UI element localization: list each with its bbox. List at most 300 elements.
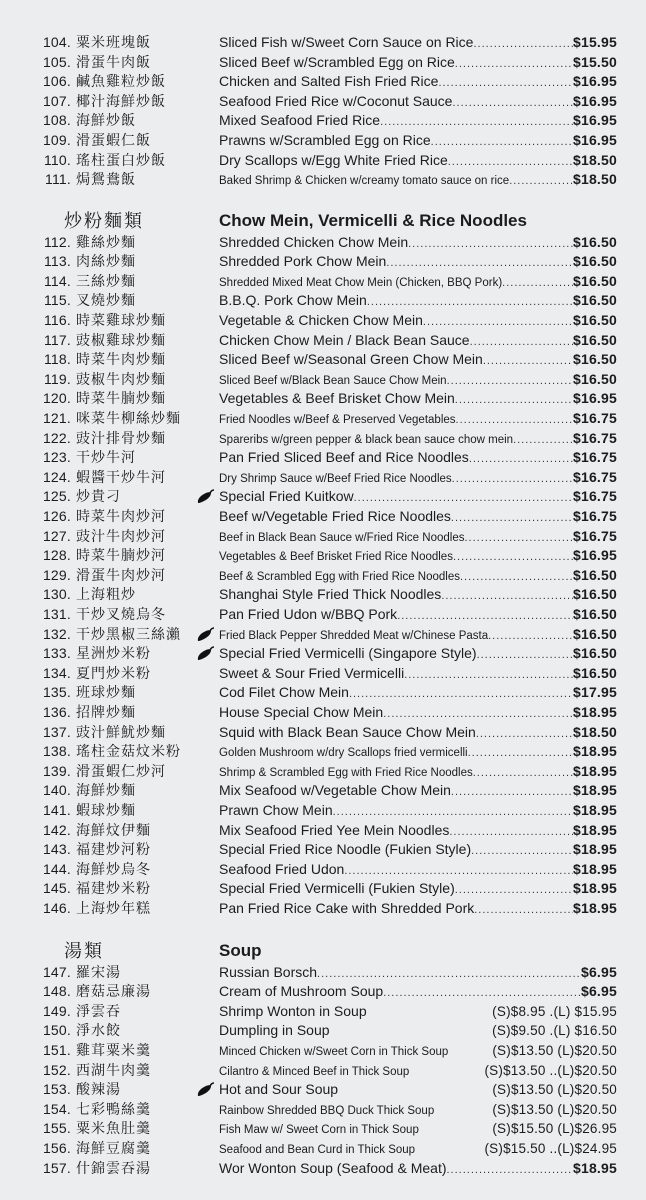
item-name-english: Mixed Seafood Fried Rice xyxy=(219,112,381,129)
item-number: 145. xyxy=(42,880,71,897)
item-entry xyxy=(219,409,617,429)
dot-leader xyxy=(456,411,573,431)
item-name-english: Wor Wonton Soup (Seafood & Meat) xyxy=(219,1159,447,1176)
item-name-english: Vegetable & Chicken Chow Mein xyxy=(219,311,423,328)
item-price: $16.50 xyxy=(572,233,617,250)
item-name-chinese: 豉汁牛肉炒河 xyxy=(76,527,166,544)
item-price: $17.95 xyxy=(572,684,617,701)
item-name-chinese: 椰汁海鮮炒飯 xyxy=(76,92,166,109)
item-number: 126. xyxy=(42,507,71,524)
item-number: 156. xyxy=(42,1139,71,1156)
item-price: $6.95 xyxy=(580,963,617,980)
menu-item xyxy=(0,331,646,351)
dot-leader xyxy=(469,450,573,470)
chili-pepper-icon xyxy=(195,489,215,504)
item-number: 117. xyxy=(43,331,71,348)
menu-item xyxy=(0,487,646,507)
menu-item xyxy=(0,272,646,292)
item-price: (S)$15.50 (L)$26.95 xyxy=(492,1121,617,1137)
item-price: $18.95 xyxy=(572,743,617,760)
item-entry xyxy=(219,625,617,645)
item-name-english: Special Fried Kuitkow xyxy=(219,488,354,505)
item-name-english: Vegetables & Beef Brisket Chow Mein xyxy=(219,390,455,407)
item-price: $18.95 xyxy=(572,899,617,916)
item-entry xyxy=(219,53,617,73)
item-name-english: Fish Maw w/ Sweet Corn in Thick Soup xyxy=(219,1124,419,1137)
item-number: 114. xyxy=(43,272,71,289)
item-price: $16.95 xyxy=(572,547,617,564)
menu-item xyxy=(0,801,646,821)
item-number: 129. xyxy=(42,566,71,583)
item-entry xyxy=(219,429,617,449)
item-price: $18.95 xyxy=(572,782,617,799)
item-name-english: Beef in Black Bean Sauce w/Fried Rice Noodles xyxy=(219,531,465,544)
menu-item xyxy=(0,131,646,151)
item-entry xyxy=(219,1041,617,1061)
item-name-english: Chicken Chow Mein / Black Bean Sauce xyxy=(219,331,470,348)
item-name-chinese: 上海炒年糕 xyxy=(76,899,151,916)
item-name-chinese: 海鮮炆伊麵 xyxy=(76,821,151,838)
item-price: $16.75 xyxy=(572,527,617,544)
item-name-english: Vegetables & Beef Brisket Fried Rice Noodles xyxy=(219,551,453,564)
item-number: 107. xyxy=(42,92,71,109)
menu-item xyxy=(0,233,646,253)
item-number: 125. xyxy=(42,488,71,505)
item-name-chinese: 西湖牛肉羹 xyxy=(76,1061,151,1078)
item-name-english: Dumpling in Soup xyxy=(219,1022,330,1039)
item-name-english: Pan Fried Sliced Beef and Rice Noodles xyxy=(219,449,469,466)
item-name-english: Fried Noodles w/Beef & Preserved Vegetables xyxy=(219,413,456,426)
item-name-chinese: 滑蛋牛肉飯 xyxy=(76,53,151,70)
item-name-chinese: 豉汁鮮魷炒麵 xyxy=(76,723,166,740)
item-number: 124. xyxy=(42,468,71,485)
item-number: 138. xyxy=(42,743,71,760)
dot-leader xyxy=(470,333,573,353)
item-name-english: Seafood Fried Rice w/Coconut Sauce xyxy=(219,92,453,109)
item-entry xyxy=(219,644,617,664)
item-number: 133. xyxy=(42,645,71,662)
item-number: 115. xyxy=(43,292,71,309)
dot-leader xyxy=(408,235,573,255)
menu-item xyxy=(0,963,646,983)
menu-item xyxy=(0,879,646,899)
item-name-chinese: 粟米班塊飯 xyxy=(76,34,151,50)
item-number: 149. xyxy=(42,1002,71,1019)
dot-leader xyxy=(333,803,573,823)
item-name-chinese: 豉椒雞球炒麵 xyxy=(76,331,166,348)
dot-leader xyxy=(447,372,573,392)
section-title-english: Chow Mein, Vermicelli & Rice Noodles xyxy=(219,211,527,230)
item-name-english: Pan Fried Udon w/BBQ Pork xyxy=(219,605,398,622)
item-price: (S)$15.50 ..(L)$24.95 xyxy=(484,1140,617,1156)
chili-pepper-icon xyxy=(195,1082,215,1097)
item-entry xyxy=(219,291,617,311)
dot-leader xyxy=(349,685,573,705)
item-name-chinese: 肉絲炒麵 xyxy=(76,253,136,270)
dot-leader xyxy=(455,55,573,75)
item-name-english: Hot and Sour Soup xyxy=(219,1081,339,1098)
item-entry xyxy=(219,131,617,151)
menu-item xyxy=(0,527,646,547)
item-entry xyxy=(219,370,617,390)
item-entry xyxy=(219,703,617,723)
dot-leader xyxy=(455,391,573,411)
item-entry xyxy=(219,350,617,370)
item-name-chinese: 七彩鴨絲羹 xyxy=(76,1100,151,1117)
section-title-chinese: 湯類 xyxy=(64,941,104,961)
menu-item xyxy=(0,1021,646,1041)
dot-leader xyxy=(354,489,573,509)
item-name-english: Cream of Mushroom Soup xyxy=(219,983,384,1000)
menu-item xyxy=(0,546,646,566)
item-name-chinese: 淨水餃 xyxy=(76,1022,121,1039)
item-name-english: Dry Scallops w/Egg White Fried Rice xyxy=(219,151,448,168)
item-name-english: Shanghai Style Fried Thick Noodles xyxy=(219,586,442,603)
menu-item xyxy=(0,821,646,841)
item-number: 121. xyxy=(42,409,71,426)
item-entry xyxy=(219,507,617,527)
item-name-chinese: 招牌炒麵 xyxy=(76,703,136,720)
item-name-chinese: 瑤柱金菇炆米粉 xyxy=(76,743,181,760)
item-price: $15.50 xyxy=(572,53,617,70)
item-number: 144. xyxy=(42,860,71,877)
dot-leader xyxy=(383,705,573,725)
item-number: 153. xyxy=(42,1081,71,1098)
item-name-chinese: 叉燒炒麵 xyxy=(76,292,136,309)
item-entry xyxy=(219,111,617,131)
item-price: $18.95 xyxy=(572,801,617,818)
item-price: $16.75 xyxy=(572,449,617,466)
menu-item xyxy=(0,1159,646,1179)
item-name-chinese: 干炒叉燒烏冬 xyxy=(76,605,166,622)
item-number: 111. xyxy=(45,171,71,188)
menu-item xyxy=(0,781,646,801)
item-name-english: Special Fried Rice Noodle (Fukien Style) xyxy=(219,841,472,858)
dot-leader xyxy=(460,568,573,588)
item-price: $6.95 xyxy=(580,983,617,1000)
item-name-english: Squid with Black Bean Sauce Chow Mein xyxy=(219,723,476,740)
menu-item xyxy=(0,566,646,586)
item-name-chinese: 上海粗炒 xyxy=(76,586,136,603)
item-price: $16.75 xyxy=(572,488,617,505)
item-number: 105. xyxy=(42,53,71,70)
item-price: $16.75 xyxy=(572,429,617,446)
item-number: 143. xyxy=(42,841,71,858)
item-number: 141. xyxy=(42,801,71,818)
item-name-chinese: 干炒牛河 xyxy=(76,449,136,466)
item-name-english: House Special Chow Mein xyxy=(219,703,384,720)
item-price: $16.50 xyxy=(572,566,617,583)
item-price: $16.50 xyxy=(572,272,617,289)
menu-item xyxy=(0,1139,646,1159)
menu-item xyxy=(0,429,646,449)
item-entry xyxy=(219,1159,617,1179)
item-price: (S)$13.50 ..(L)$20.50 xyxy=(484,1062,617,1078)
item-number: 110. xyxy=(43,151,71,168)
item-name-english: Cilantro & Minced Beef in Thick Soup xyxy=(219,1065,410,1078)
item-entry xyxy=(219,664,617,684)
item-price: $16.50 xyxy=(572,664,617,681)
item-name-english: Golden Mushroom w/dry Scallops fried vermicelli xyxy=(219,747,468,760)
menu-item xyxy=(0,170,646,190)
item-name-chinese: 海鮮豆腐羹 xyxy=(76,1139,151,1156)
item-name-chinese: 雞絲炒麵 xyxy=(76,233,136,250)
item-entry xyxy=(219,272,617,292)
item-name-english: Seafood Fried Udon xyxy=(219,860,345,877)
item-price: $16.50 xyxy=(572,311,617,328)
item-price: (S)$8.95 .(L) $15.95 xyxy=(492,1003,617,1019)
menu-item xyxy=(0,899,646,919)
dot-leader xyxy=(455,881,573,901)
menu-item xyxy=(0,1080,646,1100)
dot-leader xyxy=(468,744,573,764)
item-price: $18.95 xyxy=(572,860,617,877)
dot-leader xyxy=(453,548,573,568)
item-name-chinese: 什錦雲吞湯 xyxy=(76,1159,151,1176)
item-entry xyxy=(219,742,617,762)
item-entry xyxy=(219,233,617,253)
item-price: $16.50 xyxy=(572,586,617,603)
item-number: 132. xyxy=(42,625,71,642)
item-name-english: Mix Seafood w/Vegetable Chow Mein xyxy=(219,782,451,799)
item-number: 146. xyxy=(42,899,71,916)
item-number: 104. xyxy=(42,34,71,50)
item-price: $16.50 xyxy=(572,351,617,368)
item-name-english: Dry Shrimp Sauce w/Beef Fried Rice Noodles xyxy=(219,472,452,485)
item-price: (S)$9.50 .(L) $16.50 xyxy=(492,1023,617,1039)
item-entry xyxy=(219,566,617,586)
item-entry xyxy=(219,1002,617,1022)
menu-item xyxy=(0,723,646,743)
item-name-chinese: 夏門炒米粉 xyxy=(76,664,151,681)
item-number: 106. xyxy=(42,73,71,90)
item-entry xyxy=(219,92,617,112)
item-number: 136. xyxy=(42,703,71,720)
item-price: $15.95 xyxy=(572,34,617,50)
menu-item xyxy=(0,625,646,645)
menu-item xyxy=(0,468,646,488)
section-title-chinese: 炒粉麵類 xyxy=(64,211,144,231)
item-name-english: Beef w/Vegetable Fried Rice Noodles xyxy=(219,507,451,524)
item-price: $16.95 xyxy=(572,112,617,129)
dot-leader xyxy=(344,862,573,882)
dot-leader xyxy=(451,509,573,529)
item-price: $16.75 xyxy=(572,468,617,485)
item-number: 119. xyxy=(43,370,71,387)
item-price: $18.50 xyxy=(572,171,617,188)
item-name-chinese: 滑蛋蝦仁飯 xyxy=(76,132,151,148)
item-entry xyxy=(219,860,617,880)
item-name-english: Prawn Chow Mein xyxy=(219,801,333,818)
menu-item xyxy=(0,1061,646,1081)
item-price: $16.50 xyxy=(572,292,617,309)
item-entry xyxy=(219,605,617,625)
item-entry xyxy=(219,723,617,743)
item-number: 155. xyxy=(42,1120,71,1137)
item-price: $18.95 xyxy=(572,880,617,897)
item-name-english: Fried Black Pepper Shredded Meat w/Chinese Pasta xyxy=(219,629,489,642)
item-price: $16.95 xyxy=(572,92,617,109)
item-number: 127. xyxy=(42,527,71,544)
item-entry xyxy=(219,448,617,468)
item-number: 118. xyxy=(43,351,71,368)
item-name-chinese: 粟米魚肚羹 xyxy=(76,1120,151,1137)
item-name-chinese: 雞茸粟米羹 xyxy=(76,1041,151,1058)
item-entry xyxy=(219,33,617,53)
item-price: $16.50 xyxy=(572,253,617,270)
item-name-chinese: 炒貴刁 xyxy=(76,488,121,505)
item-price: $16.95 xyxy=(572,73,617,90)
item-number: 109. xyxy=(42,132,71,148)
dot-leader xyxy=(471,842,573,862)
item-price: $18.50 xyxy=(572,723,617,740)
dot-leader xyxy=(473,764,573,784)
item-name-chinese: 蝦球炒麵 xyxy=(76,801,136,818)
item-number: 116. xyxy=(43,311,71,328)
item-entry xyxy=(219,468,617,488)
item-number: 122. xyxy=(42,429,71,446)
menu-item xyxy=(0,840,646,860)
item-name-chinese: 滑蛋牛肉炒河 xyxy=(76,566,166,583)
menu-item xyxy=(0,683,646,703)
menu-item xyxy=(0,448,646,468)
dot-leader xyxy=(404,666,573,686)
menu-item xyxy=(0,585,646,605)
item-price: (S)$13.50 (L)$20.50 xyxy=(492,1082,617,1098)
dot-leader xyxy=(441,587,573,607)
menu-item xyxy=(0,389,646,409)
item-name-english: Minced Chicken w/Sweet Corn in Thick Soup xyxy=(219,1045,449,1058)
item-number: 142. xyxy=(42,821,71,838)
item-name-english: Cod Filet Chow Mein xyxy=(219,684,349,701)
item-entry xyxy=(219,801,617,821)
item-price: (S)$13.50 (L)$20.50 xyxy=(492,1042,617,1058)
item-price: $18.95 xyxy=(572,703,617,720)
chili-pepper-icon xyxy=(195,627,215,642)
menu-item xyxy=(0,409,646,429)
item-entry xyxy=(219,252,617,272)
item-name-chinese: 福建炒河粉 xyxy=(76,841,151,858)
item-entry xyxy=(219,170,617,190)
menu-item xyxy=(0,1041,646,1061)
item-name-chinese: 福建炒米粉 xyxy=(76,880,151,897)
item-number: 112. xyxy=(43,233,71,250)
menu-item xyxy=(0,1002,646,1022)
menu-item xyxy=(0,350,646,370)
item-number: 152. xyxy=(42,1061,71,1078)
item-name-chinese: 酸辣湯 xyxy=(76,1081,121,1098)
item-entry xyxy=(219,151,617,171)
menu-item xyxy=(0,1119,646,1139)
item-price: $18.95 xyxy=(572,1159,617,1176)
dot-leader xyxy=(448,153,573,173)
menu-item xyxy=(0,762,646,782)
item-price: $18.95 xyxy=(572,841,617,858)
item-price: $16.50 xyxy=(572,625,617,642)
item-name-english: Shrimp Wonton in Soup xyxy=(219,1002,367,1019)
item-name-chinese: 星洲炒米粉 xyxy=(76,645,151,662)
item-name-english: Rainbow Shredded BBQ Duck Thick Soup xyxy=(219,1104,435,1117)
item-name-english: B.B.Q. Pork Chow Mein xyxy=(219,292,367,309)
item-name-chinese: 時菜牛肉炒麵 xyxy=(76,351,166,368)
dot-leader xyxy=(509,172,573,192)
item-name-english: Sweet & Sour Fried Vermicelli xyxy=(219,664,405,681)
item-name-english: Shrimp & Scrambled Egg with Fried Rice Noodles xyxy=(219,766,473,779)
item-name-english: Pan Fried Rice Cake with Shredded Pork xyxy=(219,899,475,916)
item-number: 151. xyxy=(42,1041,71,1058)
dot-leader xyxy=(447,1161,573,1181)
dot-leader xyxy=(438,74,573,94)
item-name-english: Beef & Scrambled Egg with Fried Rice Noodles xyxy=(219,570,460,583)
item-name-english: Shredded Chicken Chow Mein xyxy=(219,233,409,250)
item-name-english: Special Fried Vermicelli (Fukien Style) xyxy=(219,880,455,897)
item-number: 140. xyxy=(42,782,71,799)
item-entry xyxy=(219,546,617,566)
item-name-chinese: 豉汁排骨炒麵 xyxy=(76,429,166,446)
item-entry xyxy=(219,487,617,507)
item-price: $18.95 xyxy=(572,762,617,779)
menu-item xyxy=(0,860,646,880)
item-price: $16.95 xyxy=(572,390,617,407)
item-name-chinese: 時菜牛腩炒河 xyxy=(76,547,166,564)
item-name-english: Sliced Beef w/Scrambled Egg on Rice xyxy=(219,53,455,70)
item-number: 137. xyxy=(42,723,71,740)
item-name-chinese: 三絲炒麵 xyxy=(76,272,136,289)
item-number: 135. xyxy=(42,684,71,701)
dot-leader xyxy=(464,529,573,549)
item-entry xyxy=(219,1119,617,1139)
item-entry xyxy=(219,982,617,1002)
item-entry xyxy=(219,72,617,92)
item-number: 120. xyxy=(42,390,71,407)
item-price: $18.95 xyxy=(572,821,617,838)
item-name-english: Special Fried Vermicelli (Singapore Style) xyxy=(219,645,477,662)
item-name-english: Chicken and Salted Fish Fried Rice xyxy=(219,73,439,90)
dot-leader xyxy=(386,254,573,274)
dot-leader xyxy=(476,725,573,745)
item-name-chinese: 豉椒牛肉炒麵 xyxy=(76,370,166,387)
dot-leader xyxy=(473,35,573,55)
dot-leader xyxy=(380,113,573,133)
item-name-chinese: 海鮮炒烏冬 xyxy=(76,860,151,877)
item-entry xyxy=(219,1061,617,1081)
item-entry xyxy=(219,683,617,703)
item-name-chinese: 干炒黑椒三絲瀨 xyxy=(76,625,181,642)
item-price: $16.50 xyxy=(572,605,617,622)
item-entry xyxy=(219,527,617,547)
item-number: 123. xyxy=(42,449,71,466)
dot-leader xyxy=(383,984,581,1004)
item-name-chinese: 海鮮炒飯 xyxy=(76,112,136,129)
item-name-chinese: 羅宋湯 xyxy=(76,963,121,980)
item-number: 139. xyxy=(42,762,71,779)
item-name-chinese: 班球炒麵 xyxy=(76,684,136,701)
section-header xyxy=(0,209,646,233)
item-entry xyxy=(219,311,617,331)
dot-leader xyxy=(397,607,573,627)
menu-item xyxy=(0,111,646,131)
dot-leader xyxy=(452,470,573,490)
menu-item xyxy=(0,644,646,664)
item-name-chinese: 焗鴛鴦飯 xyxy=(76,171,136,188)
menu-item xyxy=(0,982,646,1002)
dot-leader xyxy=(502,274,573,294)
item-entry xyxy=(219,331,617,351)
item-number: 147. xyxy=(42,963,71,980)
dot-leader xyxy=(449,823,573,843)
item-name-chinese: 蝦醬干炒牛河 xyxy=(76,468,166,485)
item-name-english: Sliced Beef w/Black Bean Sauce Chow Mein xyxy=(219,374,447,387)
